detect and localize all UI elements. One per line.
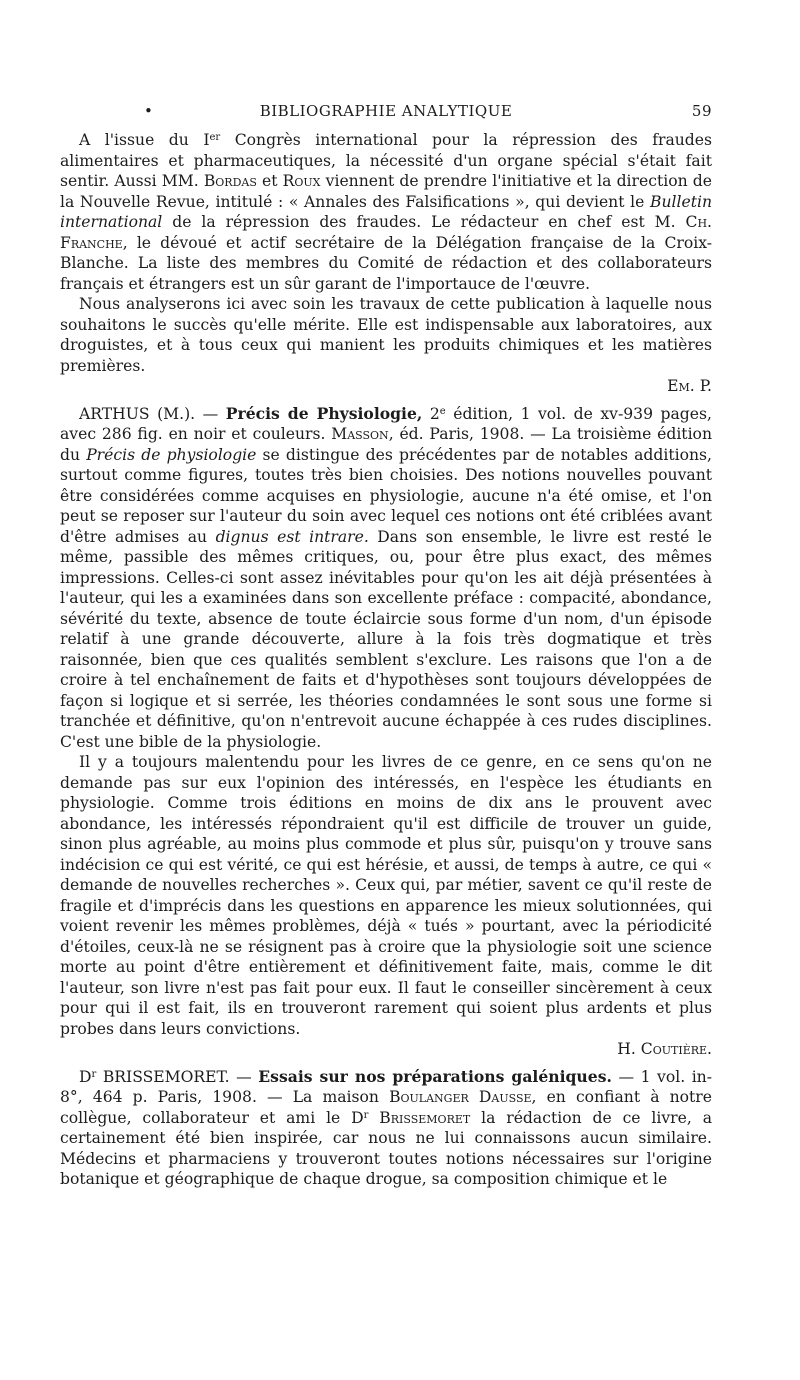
entry-brissemoret-paragraph-1: $D^r$ BRISSEMORET. — Essais sur nos préparations galéniques. — 1 vol. in-8°, 464 p. Paris, 1908. — La maison Boulanger Dausse, en confiant à notre collègue, collaborateur et ami le $D^r$ Brissemoret la rédaction de ce livre, a certainement été bien inspirée, car nous ne lui connaissons aucun similaire. Médecins et pharmaciens y trouveront toutes notions nécessaires sur l'origine botanique et géographique de chaque drogue, sa composition chimique et le — [60, 1066, 712, 1188]
page-number: 59 — [691, 102, 712, 120]
journal-title: Bulletin international — [60, 192, 712, 231]
person-name: Brissemoret — [368, 1108, 471, 1127]
person-name: Ch. Franche — [60, 213, 712, 252]
header-bullet: • — [144, 102, 154, 120]
book-title: Précis de Physiologie, — [225, 403, 423, 423]
publisher-name: Boulanger Dausse — [389, 1088, 532, 1106]
running-title: BIBLIOGRAPHIE ANALYTIQUE — [259, 102, 513, 120]
entry-annales-signature: Em. P. — [667, 377, 712, 395]
publisher-name: Masson — [331, 425, 389, 443]
entry-annales-paragraph-1: A l'issue du Ier Congrès international pour la répression des fraudes alimentaires et pharmaceutiques, la nécessité d'un organe spécial s'était fait sentir. Aussi MM. Bordas et Roux viennent de prendre l'initiative et la direction de la Nouvelle Revue, intitulé : « Annales des Falsifications », qui devient le Bulletin international de la répression des fraudes. Le rédacteur en chef est M. Ch. Franche, le dévoué et actif secrétaire de la Délégation française de la Croix-Blanche. La liste des membres du Comité de rédaction et des collaborateurs français et étrangers est un sûr garant de l'importauce de l'œuvre. — [60, 131, 712, 293]
person-name: Roux — [282, 172, 321, 190]
entry-annales-paragraph-2: Nous analyserons ici avec soin les travaux de cette publication à laquelle nous souhaitons le succès qu'elle mérite. Elle est indispensable aux laboratoires, aux droguistes, et à tous ceux qui manient les produits chimiques et les matières premières. — [60, 295, 712, 375]
book-title: Essais sur nos préparations galéniques. — [258, 1066, 612, 1086]
running-header — [60, 100, 712, 124]
book-title-italic: Précis de physiologie — [86, 445, 257, 464]
entry-arthus-signature: H. Coutière. — [617, 1040, 712, 1058]
latin-phrase: dignus est intrare. — [215, 527, 369, 546]
person-name: Bordas — [203, 172, 257, 190]
entry-arthus-paragraph-1: ARTHUS (M.). — Précis de Physiologie, 2e édition, 1 vol. de xv-939 pages, avec 286 fig. en noir et couleurs. Masson, éd. Paris, 1908. — La troisième édition du Précis de physiologie se distingue des précédentes par de notables additions, surtout comme figures, toutes très bien choisies. Des notions nouvelles pouvant être considérées comme acquises en physiologie, aucune n'a été omise, et l'on peut se reposer sur l'auteur du soin avec lequel ces notions ont été criblées avant d'être admises au dignus est intrare. Dans son ensemble, le livre est resté le même, passible des mêmes critiques, ou, pour être plus exact, des mêmes impressions. Celles-ci sont assez inévitables pour qu'on les ait déjà présentées à l'auteur, qui les a examinées dans son excellente préface : compacité, abondance, sévérité du texte, absence de toute éclaircie sous forme d'un nom, d'un épisode relatif à une grande découverte, allure à la fois très dogmatique et très raisonnée, bien que ces qualités semblent s'exclure. Les raisons que l'on a de croire à tel enchaînement de faits et d'hypothèses sont toujours développées de façon si logique et si serrée, les théories condamnées le sont sous une forme si tranchée et définitive, qu'on n'entrevoit aucune échappée à ces rudes disciplines. C'est une bible de la physiologie. — [60, 403, 713, 751]
entry-arthus-paragraph-2: Il y a toujours malentendu pour les livres de ce genre, en ce sens qu'on ne demande pas sur eux l'opinion des intéressés, en l'espèce les étudiants en physiologie. Comme trois éditions en moins de dix ans le prouvent avec abondance, les intéressés répondraient qu'il est difficile de trouver un guide, sinon plus agréable, au moins plus commode et plus sûr, puisqu'on y trouve sans indécision ce qui est vérité, ce qui est hérésie, et aussi, de temps à autre, ce qui « demande de nouvelles recherches ». Ceux qui, par métier, savent ce qu'il reste de fragile et d'imprécis dans les questions en apparence les mieux solutionnées, qui voient revenir les mêmes problèmes, déjà « tués » pourtant, avec la périodicité d'étoiles, ceux-là ne se résignent pas à croire que la physiologie soit une science morte au point d'être entièrement et définitivement faite, mais, comme le dit l'auteur, son livre n'est pas fait pour eux. Il faut le conseiller sincèrement à ceux pour qui il est fait, ils en trouveront rarement qui soient plus ardents et plus probes dans leurs convictions. — [60, 753, 712, 1038]
page-body — [60, 130, 712, 1190]
entry-author: BRISSEMORET. — [96, 1067, 230, 1086]
entry-author: ARTHUS (M.). — [79, 404, 196, 423]
